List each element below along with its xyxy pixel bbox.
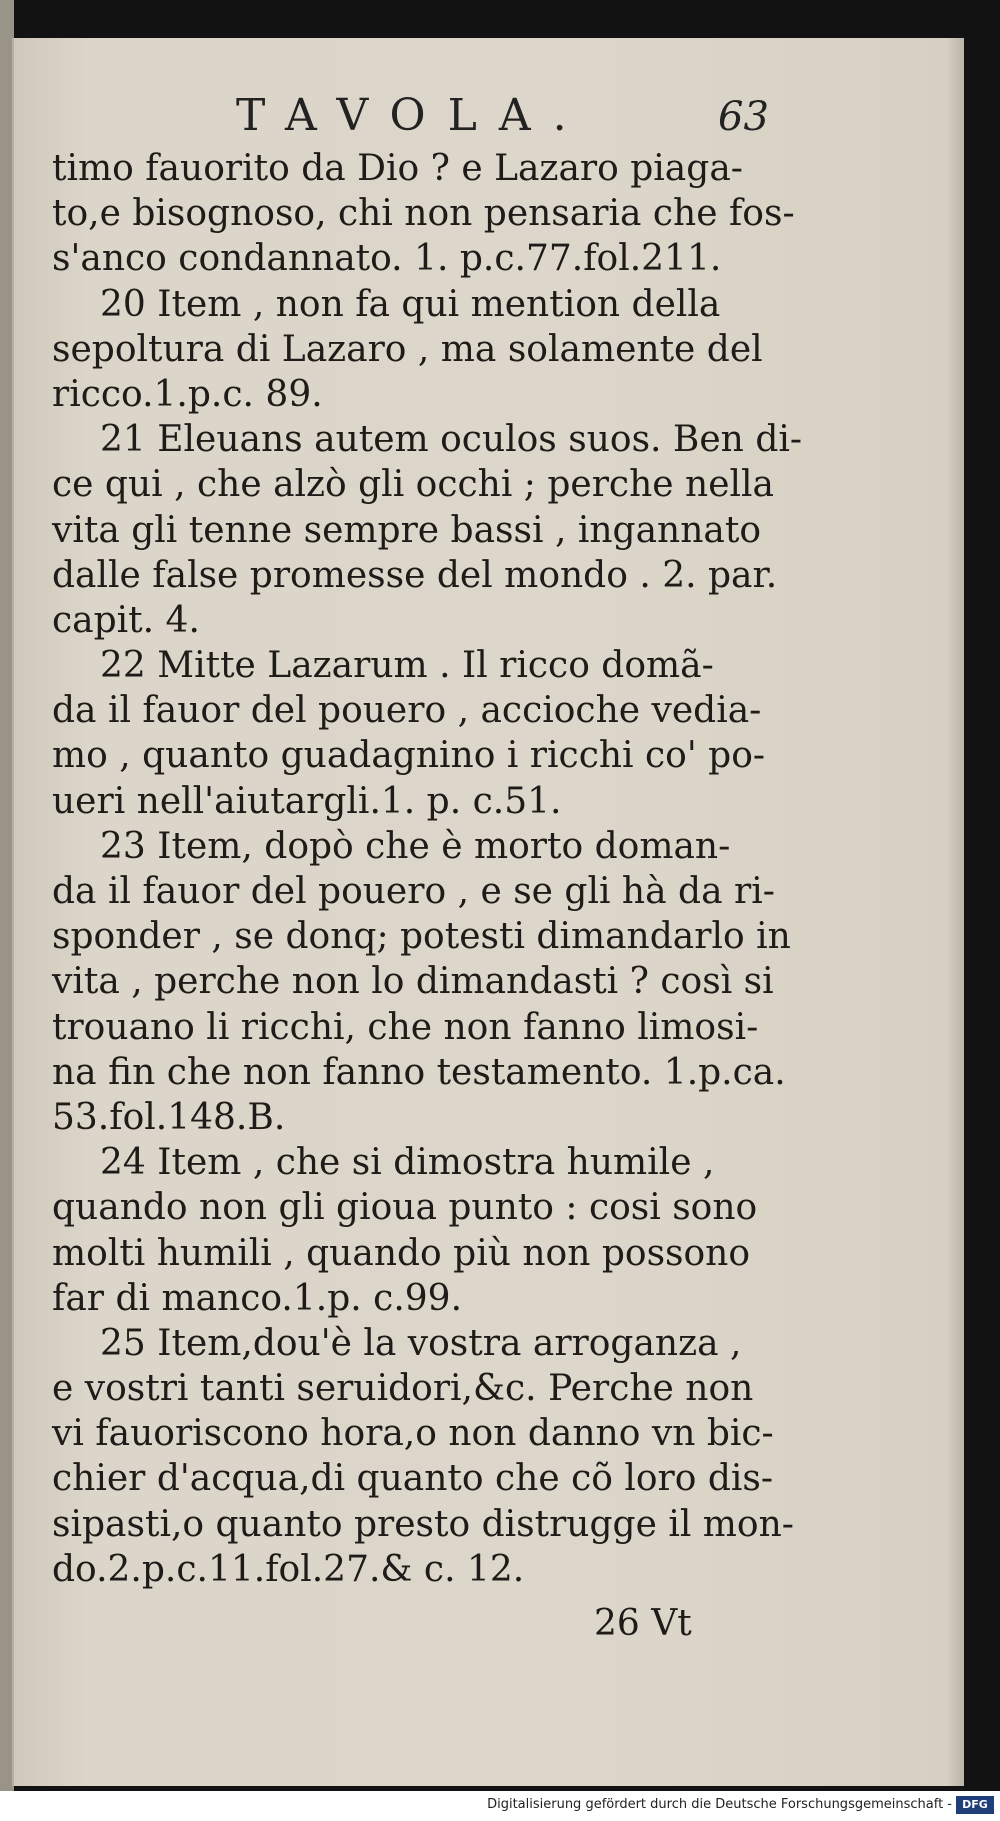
book-page xyxy=(12,38,964,1786)
catchword: 26 Vt xyxy=(594,1603,692,1644)
page-shadow xyxy=(946,38,964,1786)
text-line: ricco.1.p.c. 89. xyxy=(52,373,323,415)
text-line: 53.fol.148.B. xyxy=(52,1096,286,1138)
dfg-logo: DFG xyxy=(956,1796,994,1814)
text-line: do.2.p.c.11.fol.27.& c. 12. xyxy=(52,1548,525,1590)
text-line: vita , perche non lo dimandasti ? così si xyxy=(52,961,774,1003)
text-line: to,e bisognoso, chi non pensaria che fos- xyxy=(52,193,795,235)
text-line: far di manco.1.p. c.99. xyxy=(52,1277,463,1319)
running-head-title: TAVOLA. xyxy=(236,90,589,141)
text-line: molti humili , quando più non possono xyxy=(52,1232,751,1274)
text-line: capit. 4. xyxy=(52,599,200,641)
text-line: sponder , se donq; potesti dimandarlo in xyxy=(52,916,791,958)
text-line: ce qui , che alzò gli occhi ; perche nella xyxy=(52,464,775,506)
text-line: sepoltura di Lazaro , ma solamente del xyxy=(52,328,763,370)
text-line: da il fauor del pouero , e se gli hà da ri- xyxy=(52,871,775,912)
text-line: s'anco condannato. 1. p.c.77.fol.211. xyxy=(52,238,722,280)
text-line: trouano li ricchi, che non fanno limosi- xyxy=(52,1006,759,1048)
folio-number: 63 xyxy=(718,94,769,140)
text-line: quando non gli gioua punto : cosi sono xyxy=(52,1187,758,1229)
entry-24-line: 24 Item , che si dimostra humile , xyxy=(100,1142,715,1184)
running-head xyxy=(14,90,966,150)
text-line: sipasti,o quanto presto distrugge il mon- xyxy=(52,1503,794,1545)
text-line: vi fauoriscono hora,o non danno vn bic- xyxy=(52,1413,774,1455)
footer-bar xyxy=(0,1791,1000,1821)
entry-23-line: 23 Item, dopò che è morto doman- xyxy=(100,825,731,867)
text-line: e vostri tanti seruidori,&c. Perche non xyxy=(52,1368,754,1410)
text-line: ueri nell'aiutargli.1. p. c.51. xyxy=(52,780,562,822)
text-line: na fin che non fanno testamento. 1.p.ca. xyxy=(52,1051,786,1093)
entry-22-line: 22 Mitte Lazarum . Il ricco domã- xyxy=(100,645,714,687)
text-line: timo fauorito da Dio ? e Lazaro piaga- xyxy=(52,148,743,189)
page-text xyxy=(52,146,803,1592)
funding-notice: Digitalisierung gefördert durch die Deutsche Forschungsgemeinschaft - xyxy=(487,1797,952,1812)
text-line: da il fauor del pouero , accioche vedia- xyxy=(52,690,762,732)
text-line: dalle false promesse del mondo . 2. par. xyxy=(52,554,778,596)
entry-20-line: 20 Item , non fa qui mention della xyxy=(100,283,721,325)
text-line: mo , quanto guadagnino i ricchi co' po- xyxy=(52,735,766,777)
entry-25-line: 25 Item,dou'è la vostra arroganza , xyxy=(100,1322,742,1364)
text-line: vita gli tenne sempre bassi , ingannato xyxy=(52,509,762,551)
text-line: chier d'acqua,di quanto che cõ loro dis- xyxy=(52,1458,774,1500)
entry-21-line: 21 Eleuans autem oculos suos. Ben di- xyxy=(100,419,803,461)
